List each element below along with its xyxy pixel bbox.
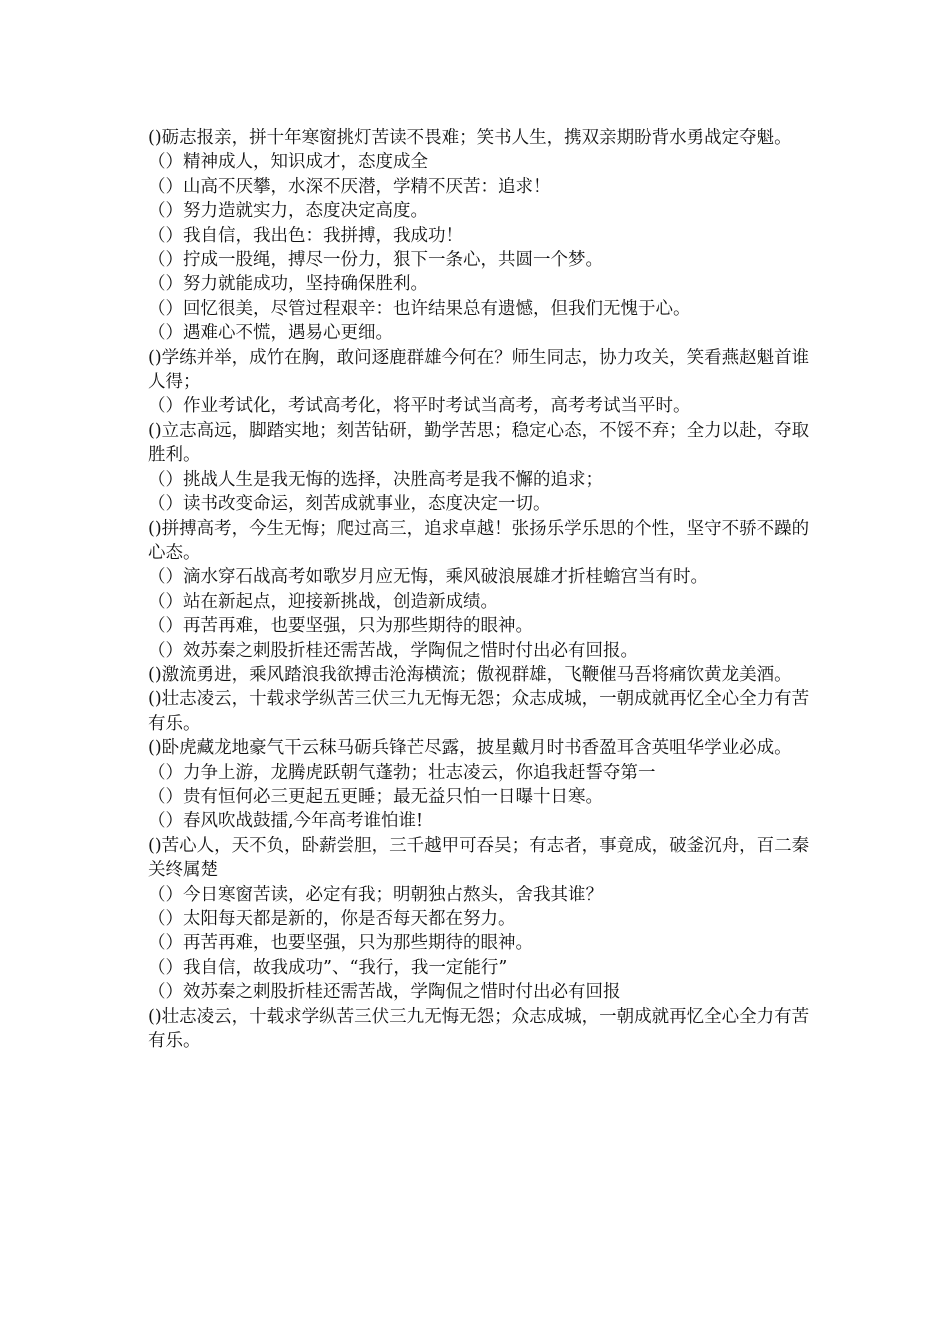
slogan-line: ()拼搏高考，今生无悔；爬过高三，追求卓越！张扬乐学乐思的个性，坚守不骄不躁的心态。 xyxy=(148,518,810,563)
slogan-line: （）贵有恒何必三更起五更睡；最无益只怕一日曝十日寒。 xyxy=(148,786,603,807)
slogan-line: （）作业考试化，考试高考化，将平时考试当高考，高考考试当平时。 xyxy=(148,396,691,417)
slogan-line: （）遇难心不慌，遇易心更细。 xyxy=(148,323,393,344)
slogan-line: ()壮志凌云，十载求学纵苦三伏三九无悔无怨；众志成城，一朝成就再忆全心全力有苦有乐。 xyxy=(148,1006,810,1052)
slogan-line: （）努力造就实力，态度决定高度。 xyxy=(148,201,428,222)
slogan-line: ()卧虎藏龙地豪气干云秣马砺兵锋芒尽露，披星戴月时书香盈耳含英咀华学业必成。 xyxy=(148,738,792,759)
slogan-line: （）精神成人，知识成才，态度成全 xyxy=(148,152,428,173)
slogan-line: （）太阳每天都是新的，你是否每天都在努力。 xyxy=(148,909,516,929)
slogan-line: （）再苦再难，也要坚强，只为那些期待的眼神。 xyxy=(148,616,533,637)
slogan-line: （）山高不厌攀，水深不厌潜，学精不厌苦：追求！ xyxy=(148,176,551,197)
slogan-line: （）效苏秦之刺股折桂还需苦战，学陶侃之惜时付出必有回报 xyxy=(148,982,621,1003)
slogan-line: （）春风吹战鼓擂,今年高考谁怕谁! xyxy=(148,811,424,832)
slogan-line: ()壮志凌云，十载求学纵苦三伏三九无悔无怨；众志成城，一朝成就再忆全心全力有苦有乐。 xyxy=(148,689,810,734)
document-body xyxy=(148,126,814,1053)
slogan-line: ()学练并举，成竹在胸，敢问逐鹿群雄今何在？师生同志，协力攻关，笑看燕赵魁首谁人得； xyxy=(148,347,810,393)
slogan-line: （）效苏秦之刺股折桂还需苦战，学陶侃之惜时付出必有回报。 xyxy=(148,640,638,661)
slogan-line: ()立志高远，脚踏实地；刻苦钻研，勤学苦思；稳定心态，不馁不弃；全力以赴，夺取胜利。 xyxy=(148,420,810,466)
slogan-line: （）我自信，我出色：我拼搏，我成功！ xyxy=(148,225,463,246)
slogan-line: （）我自信，故我成功”、“我行，我一定能行” xyxy=(148,957,508,978)
slogan-line: （）读书改变命运，刻苦成就事业，态度决定一切。 xyxy=(148,494,551,515)
slogan-line: ()激流勇进，乘风踏浪我欲搏击沧海横流；傲视群雄，飞鞭催马吾将痛饮黄龙美酒。 xyxy=(148,664,792,685)
slogan-line: （）拧成一股绳，搏尽一份力，狠下一条心，共圆一个梦。 xyxy=(148,250,603,271)
slogan-line: （）今日寒窗苦读，必定有我；明朝独占熬头，舍我其谁？ xyxy=(148,884,603,905)
slogan-line: （）努力就能成功，坚持确保胜利。 xyxy=(148,274,428,295)
slogan-line: （）站在新起点，迎接新挑战，创造新成绩。 xyxy=(148,591,498,612)
slogan-line: （）回忆很美，尽管过程艰辛：也许结果总有遗憾，但我们无愧于心。 xyxy=(148,298,691,319)
slogan-line: ()砺志报亲，拼十年寒窗挑灯苦读不畏难；笑书人生，携双亲期盼背水勇战定夺魁。 xyxy=(148,128,792,148)
slogan-line: （）力争上游，龙腾虎跃朝气蓬勃；壮志凌云，你追我赶誓夺第一 xyxy=(148,762,656,783)
slogan-line: （）再苦再难，也要坚强，只为那些期待的眼神。 xyxy=(148,933,533,954)
slogan-line: ()苦心人，天不负，卧薪尝胆，三千越甲可吞吴；有志者，事竟成，破釜沉舟，百二秦关终属楚 xyxy=(148,835,810,881)
slogan-line: （）挑战人生是我无悔的选择，决胜高考是我不懈的追求； xyxy=(148,469,603,490)
slogan-line: （）滴水穿石战高考如歌岁月应无悔，乘风破浪展雄才折桂蟾宫当有时。 xyxy=(148,567,708,588)
